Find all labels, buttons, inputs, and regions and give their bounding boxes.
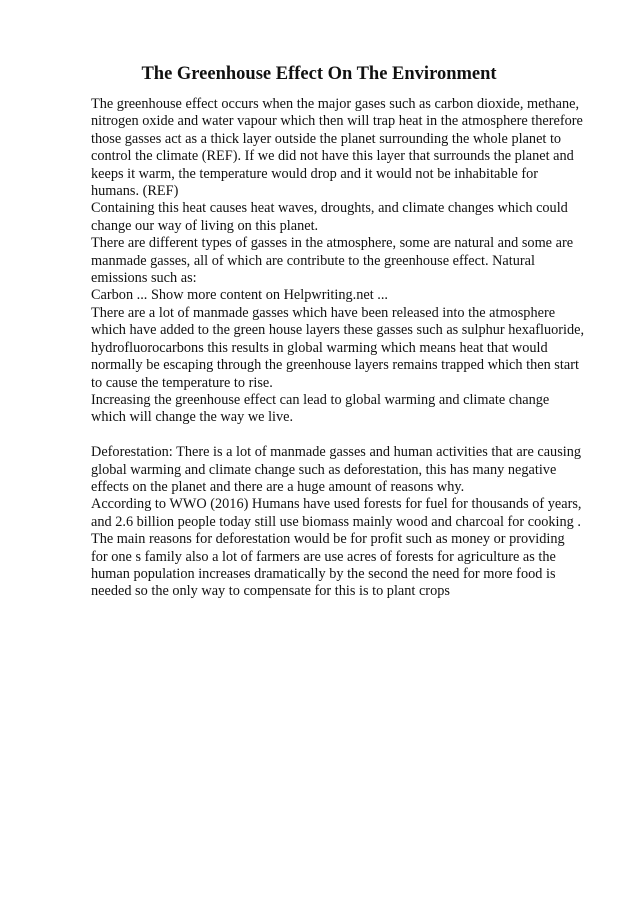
text-line: nitrogen oxide and water vapour which then will trap heat in the atmosphere therefore: [91, 113, 583, 130]
text-line: to cause the temperature to rise.: [91, 374, 273, 391]
text-line: those gasses act as a thick layer outside the planet surrounding the whole planet to: [91, 130, 562, 147]
text-line: which have added to the green house layers these gasses such as sulphur hexafluoride,: [91, 322, 585, 339]
paragraph-greenhouse-definition: [91, 96, 591, 200]
document-body: [91, 96, 591, 601]
text-line: normally be escaping through the greenhouse layers remains trapped which then start: [91, 357, 579, 374]
text-line: According to WWO (2016) Humans have used forests for fuel for thousands of years,: [91, 496, 582, 513]
text-line: change our way of living on this planet.: [91, 217, 319, 234]
text-line: Containing this heat causes heat waves, droughts, and climate changes which could: [91, 200, 568, 217]
paragraph-manmade-gasses: [91, 305, 591, 392]
document-title: The Greenhouse Effect On The Environment: [141, 64, 497, 84]
text-line: There are a lot of manmade gasses which have been released into the atmosphere: [91, 304, 556, 321]
text-line: humans. (REF): [91, 183, 179, 200]
text-line: Increasing the greenhouse effect can lead to global warming and climate change: [91, 391, 550, 408]
text-line: which will change the way we live.: [91, 409, 294, 426]
text-line: emissions such as:: [91, 270, 197, 287]
paragraph-wwo: [91, 496, 591, 600]
paragraph-deforestation: [91, 444, 591, 496]
text-line: keeps it warm, the temperature would drop and it would not be inhabitable for: [91, 165, 539, 182]
text-line: needed so the only way to compensate for this is to plant crops: [91, 583, 450, 600]
paragraph-spacer: [91, 427, 591, 444]
text-line: for one s family also a lot of farmers are use acres of forests for agriculture as the: [91, 548, 556, 565]
text-line: Carbon ... Show more content on Helpwriting.net ...: [91, 287, 389, 304]
text-line: and 2.6 billion people today still use biomass mainly wood and charcoal for cooking .: [91, 513, 581, 530]
paragraph-show-more: [91, 287, 591, 304]
text-line: effects on the planet and there are a huge amount of reasons why.: [91, 478, 465, 495]
text-line: Deforestation: There is a lot of manmade gasses and human activities that are causing: [91, 444, 582, 461]
text-line: human population increases dramatically by the second the need for more food is: [91, 565, 556, 582]
paragraph-global-warming: [91, 392, 591, 427]
text-line: global warming and climate change such as deforestation, this has many negative: [91, 461, 557, 478]
text-line: control the climate (REF). If we did not have this layer that surrounds the planet and: [91, 148, 574, 165]
text-line: hydrofluorocarbons this results in global warming which means heat that would: [91, 339, 548, 356]
text-line: manmade gasses, all of which are contribute to the greenhouse effect. Natural: [91, 252, 535, 269]
paragraph-heat-effects: [91, 200, 591, 235]
text-line: There are different types of gasses in the atmosphere, some are natural and some are: [91, 235, 574, 252]
text-line: The main reasons for deforestation would be for profit such as money or providing: [91, 531, 565, 548]
paragraph-gas-types: [91, 235, 591, 287]
text-line: The greenhouse effect occurs when the major gases such as carbon dioxide, methane,: [91, 96, 580, 112]
